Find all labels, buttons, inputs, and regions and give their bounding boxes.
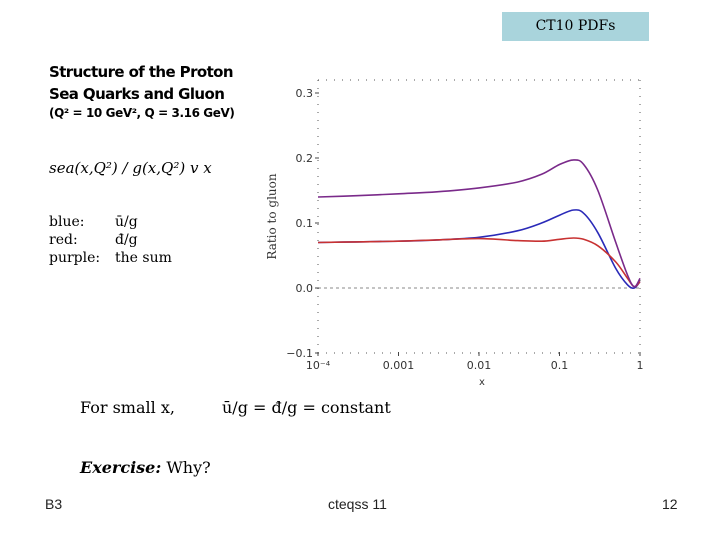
- y-tick-label: 0.3: [295, 87, 313, 100]
- y-tick-label: −0.1: [286, 347, 313, 360]
- legend-purple-value: the sum: [115, 250, 172, 266]
- legend-purple-key: purple:: [49, 250, 101, 266]
- legend-red-value: đ/g: [115, 232, 138, 248]
- legend-blue: [49, 213, 172, 231]
- legend-blue-key: blue:: [49, 214, 85, 230]
- exercise-text: Why?: [166, 458, 211, 477]
- x-tick-label: 10⁻⁴: [305, 359, 331, 372]
- x-tick-label: 0.01: [466, 359, 492, 372]
- heading-line-1: Structure of the Proton: [49, 63, 233, 81]
- heading-line-2: Sea Quarks and Gluon: [49, 85, 225, 103]
- footer-page-number: 12: [662, 496, 678, 512]
- y-axis-label: Ratio to gluon: [265, 173, 279, 260]
- footer-left: B3: [45, 496, 63, 512]
- pdf-set-badge: CT10 PDFs: [502, 12, 649, 41]
- series-line-red: [318, 238, 640, 287]
- y-tick-label: 0.1: [295, 217, 313, 230]
- exercise-label: Exercise:: [80, 458, 162, 477]
- ratio-formula: sea(x,Q²) / g(x,Q²) v x: [49, 159, 212, 177]
- x-axis-label: x: [479, 377, 485, 388]
- exercise-line: [80, 458, 211, 477]
- color-legend: [49, 213, 172, 267]
- y-tick-label: 0.2: [295, 152, 313, 165]
- ratio-chart: [262, 60, 662, 400]
- chart-labels: [265, 87, 644, 388]
- small-x-note: For small x,: [80, 398, 175, 417]
- footer-center: cteqss 11: [328, 496, 387, 512]
- legend-red: [49, 231, 172, 249]
- slide-heading: [49, 61, 234, 121]
- x-tick-label: 0.001: [382, 359, 415, 372]
- heading-scale: (Q² = 10 GeV², Q = 3.16 GeV): [49, 106, 235, 120]
- legend-blue-value: ū/g: [115, 214, 138, 230]
- legend-purple: [49, 249, 172, 267]
- series-line-blue: [318, 210, 640, 288]
- equation-note: ū/g = đ/g = constant: [222, 398, 391, 417]
- y-tick-label: 0.0: [295, 282, 313, 295]
- chart-axes: [315, 80, 640, 356]
- x-tick-label: 1: [636, 359, 644, 372]
- legend-red-key: red:: [49, 232, 78, 248]
- x-tick-label: 0.1: [550, 359, 569, 372]
- chart-series: [318, 160, 640, 288]
